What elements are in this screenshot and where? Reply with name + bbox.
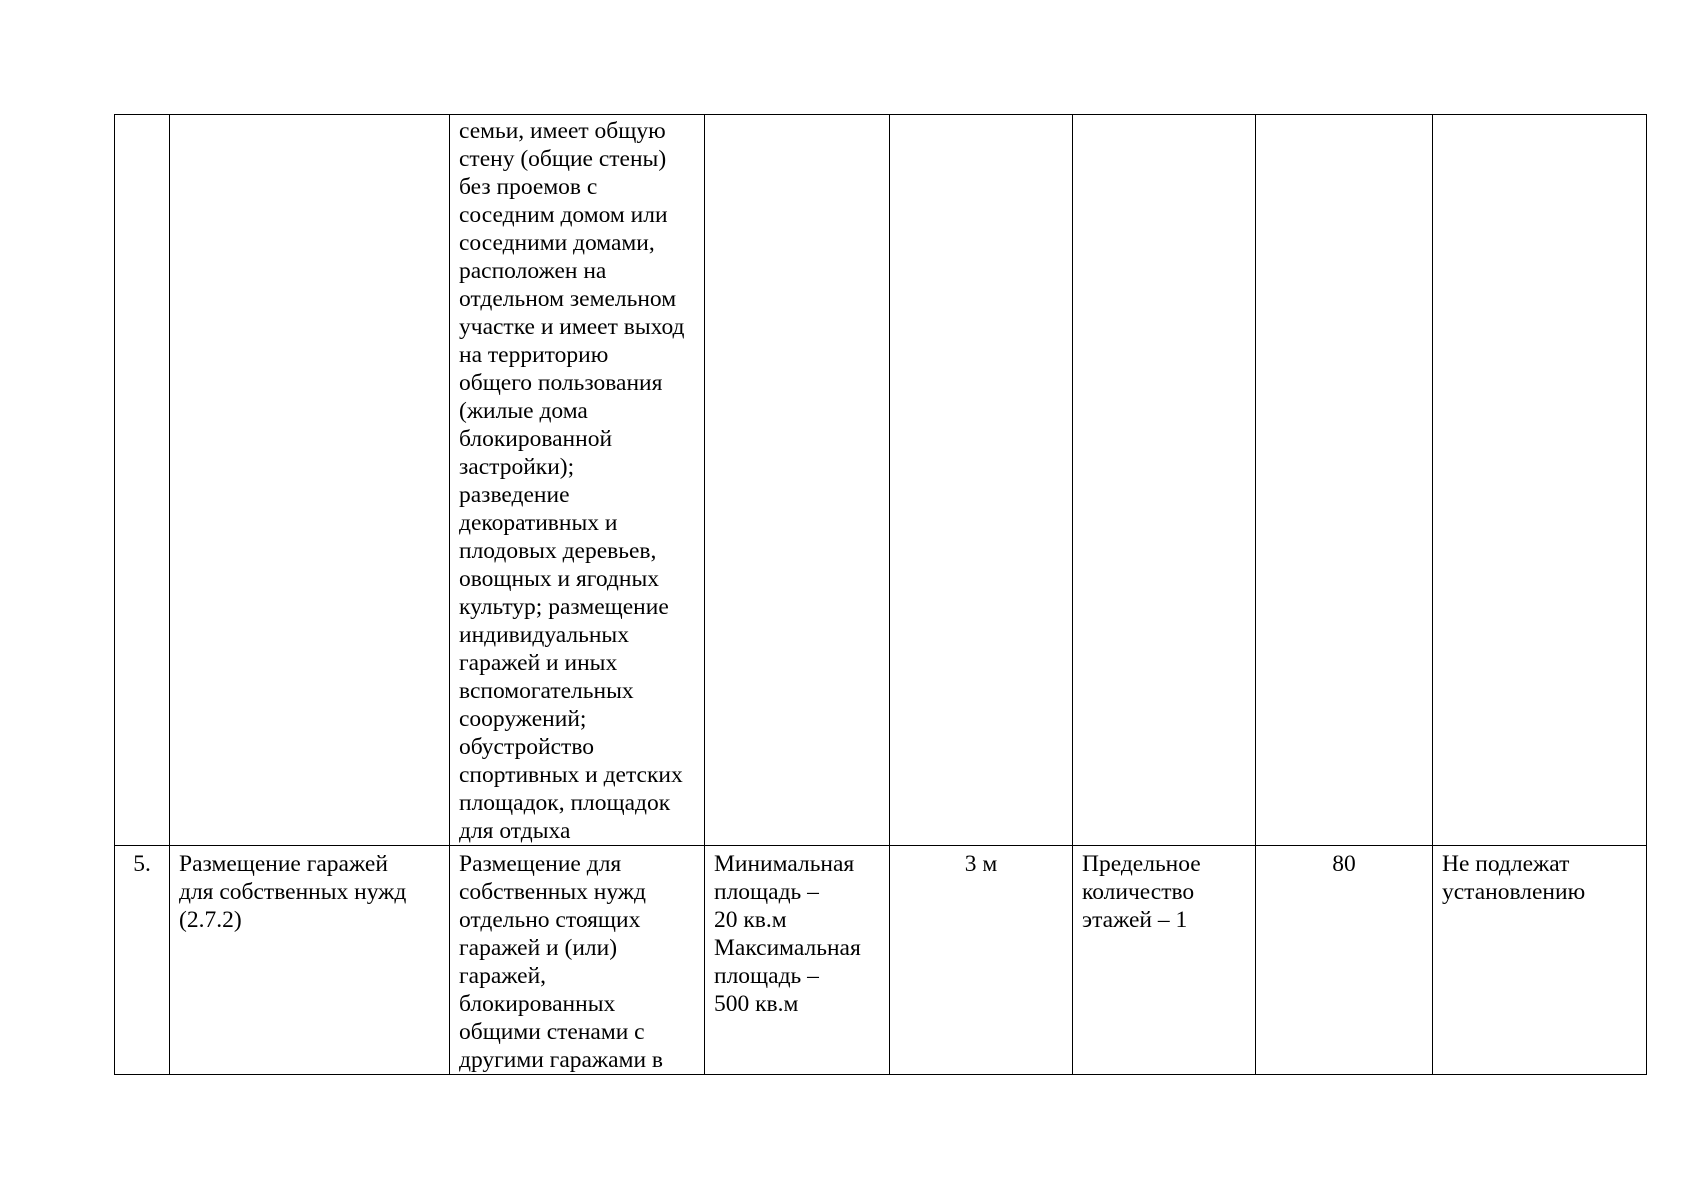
- text-line: декоративных и: [459, 510, 618, 536]
- text-line: соседними домами,: [459, 230, 655, 256]
- text-line: расположен на: [459, 258, 607, 284]
- text-line: гаражей и (или): [459, 935, 618, 961]
- text-line: отдельном земельном: [459, 286, 677, 312]
- text-line: собственных нужд: [459, 879, 647, 905]
- text-line: гаражей и иных: [459, 650, 618, 676]
- cell-use-name: [170, 115, 450, 846]
- cell-floors: [1073, 846, 1256, 1075]
- text-line: количество: [1082, 879, 1195, 905]
- text-line: установлению: [1442, 879, 1586, 905]
- text-line: площадок, площадок: [459, 790, 671, 816]
- text-line: гаражей,: [459, 963, 547, 989]
- text-line: без проемов с: [459, 174, 598, 200]
- table-row-continuation: [115, 115, 1647, 846]
- text-line: другими гаражами в: [459, 1047, 664, 1073]
- cell-description: [450, 846, 705, 1075]
- cell-number: [115, 115, 170, 846]
- cell-description: [450, 115, 705, 846]
- text-line: индивидуальных: [459, 622, 629, 648]
- text-line: (2.7.2): [179, 907, 242, 933]
- regulations-table: [114, 114, 1647, 1075]
- text-line: для отдыха: [459, 818, 571, 844]
- text-line: площадь –: [714, 963, 819, 989]
- text-line: отдельно стоящих: [459, 907, 641, 933]
- text-line: общего пользования: [459, 370, 663, 396]
- cell-number: 5.: [115, 846, 170, 1075]
- text-line: Минимальная: [714, 851, 855, 877]
- text-line: плодовых деревьев,: [459, 538, 657, 564]
- text-line: обустройство: [459, 734, 595, 760]
- text-line: для собственных нужд: [179, 879, 407, 905]
- text-line: спортивных и детских: [459, 762, 683, 788]
- text-line: Не подлежат: [1442, 851, 1570, 877]
- text-line: вспомогательных: [459, 678, 634, 704]
- cell-setback: [890, 115, 1073, 846]
- text-line: 500 кв.м: [714, 991, 799, 1017]
- text-line: блокированных: [459, 991, 616, 1017]
- text-line: культур; размещение: [459, 594, 669, 620]
- text-line: (жилые дома: [459, 398, 588, 424]
- text-line: Размещение для: [459, 851, 622, 877]
- table-row-5: [115, 846, 1647, 1075]
- text-line: овощных и ягодных: [459, 566, 659, 592]
- text-line: соседним домом или: [459, 202, 668, 228]
- text-line: разведение: [459, 482, 570, 508]
- text-line: Предельное: [1082, 851, 1201, 877]
- cell-plot-area: [705, 115, 890, 846]
- text-line: застройки);: [459, 454, 575, 480]
- text-line: семьи, имеет общую: [459, 118, 666, 144]
- text-line: Размещение гаражей: [179, 851, 388, 877]
- text-line: площадь –: [714, 879, 819, 905]
- text-line: сооружений;: [459, 706, 587, 732]
- text-line: стену (общие стены): [459, 146, 667, 172]
- cell-floors: [1073, 115, 1256, 846]
- text-line: 20 кв.м: [714, 907, 787, 933]
- cell-restrictions: [1433, 115, 1647, 846]
- text-line: Максимальная: [714, 935, 861, 961]
- text-line: на территорию: [459, 342, 609, 368]
- cell-use-name: [170, 846, 450, 1075]
- text-line: участке и имеет выход: [459, 314, 685, 340]
- text-line: блокированной: [459, 426, 613, 452]
- cell-coverage: 80: [1256, 846, 1433, 1075]
- text-line: общими стенами с: [459, 1019, 645, 1045]
- cell-restrictions: [1433, 846, 1647, 1075]
- text-line: этажей – 1: [1082, 907, 1188, 933]
- cell-coverage: [1256, 115, 1433, 846]
- cell-setback: 3 м: [890, 846, 1073, 1075]
- cell-plot-area: [705, 846, 890, 1075]
